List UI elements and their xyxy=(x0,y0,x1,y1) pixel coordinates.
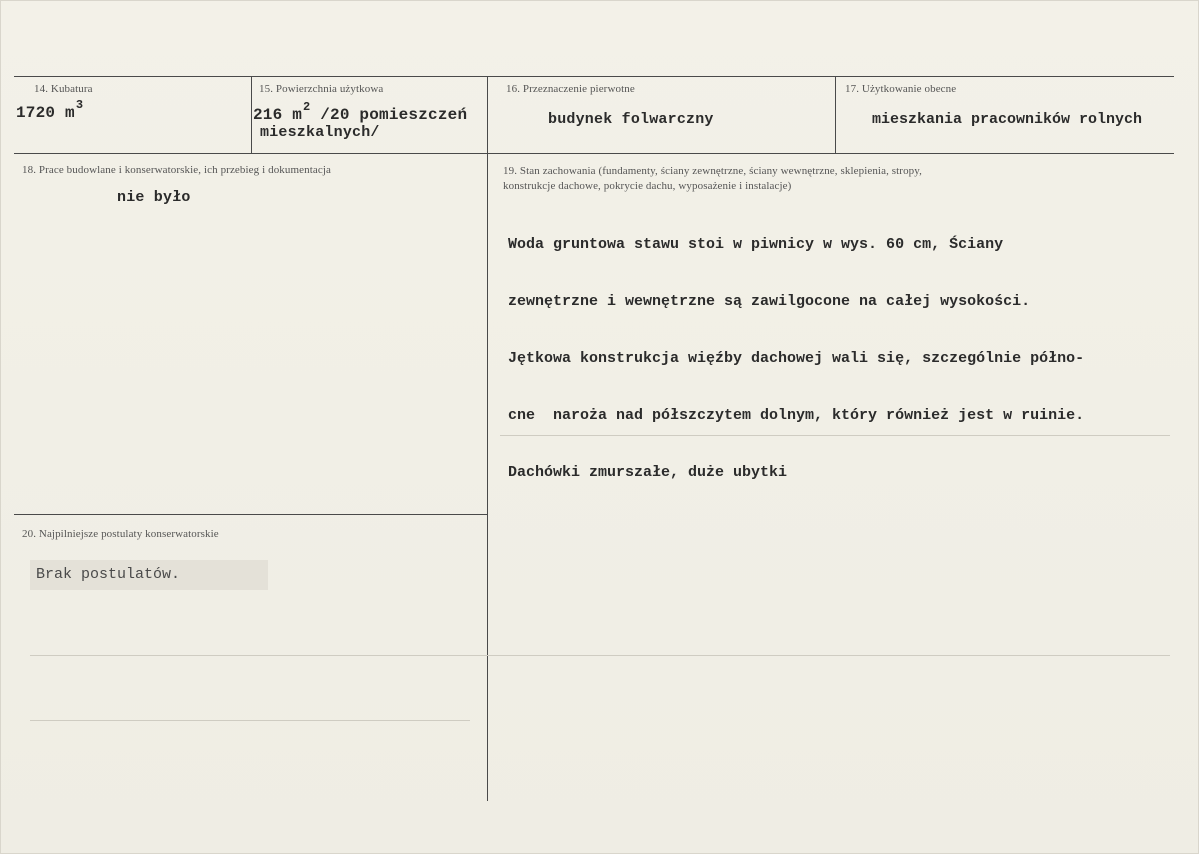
row-divider-line xyxy=(14,153,1174,154)
col-divider-18-19 xyxy=(487,153,488,801)
col-divider-16-17 xyxy=(835,76,836,153)
field-18-value: nie było xyxy=(117,189,191,206)
faint-rule xyxy=(30,655,1170,656)
field-19-label-line2: konstrukcje dachowe, pokrycie dachu, wyposażenie i instalacje) xyxy=(503,180,792,192)
field-19-line: cne naroża nad półszczytem dolnym, który również jest w ruinie. xyxy=(508,407,1085,424)
field-19-line: zewnętrzne i wewnętrzne są zawilgocone na całej wysokości. xyxy=(508,293,1031,310)
field-19-line: Dachówki zmurszałe, duże ubytki xyxy=(508,464,788,481)
field-17-label: 17. Użytkowanie obecne xyxy=(845,83,957,95)
field-14-value: 1720 $m^3$ xyxy=(16,98,84,122)
field-16-label: 16. Przeznaczenie pierwotne xyxy=(506,83,635,95)
field-19-line: Jętkowa konstrukcja więźby dachowej wali się, szczególnie półno- xyxy=(508,350,1085,367)
field-19-line: Woda gruntowa stawu stoi w piwnicy w wys. 60 cm, Ściany xyxy=(508,236,1004,253)
field-17-value: mieszkania pracowników rolnych xyxy=(872,111,1143,128)
field-18-label: 18. Prace budowlane i konserwatorskie, ich przebieg i dokumentacja xyxy=(22,164,331,176)
field-15-value-line1: 216 $m^2$ /20 pomieszczeń xyxy=(253,100,468,124)
faint-rule xyxy=(30,720,470,721)
field-19-text xyxy=(508,197,1084,520)
field-14-label: 14. Kubatura xyxy=(34,83,93,95)
field-20-label: 20. Najpilniejsze postulaty konserwatorskie xyxy=(22,528,219,540)
field-15-label: 15. Powierzchnia użytkowa xyxy=(259,83,384,95)
field-19-label-line1: 19. Stan zachowania (fundamenty, ściany zewnętrzne, ściany wewnętrzne, sklepienia, stropy, xyxy=(503,165,923,177)
field-15-value-line2: mieszkalnych/ xyxy=(260,124,380,141)
field-16-value: budynek folwarczny xyxy=(548,111,714,128)
field-20-value: Brak postulatów. xyxy=(36,566,181,583)
col-divider-14-15 xyxy=(251,76,252,153)
section-20-line xyxy=(14,514,487,515)
col-divider-15-16 xyxy=(487,76,488,153)
top-row-line xyxy=(14,76,1174,77)
